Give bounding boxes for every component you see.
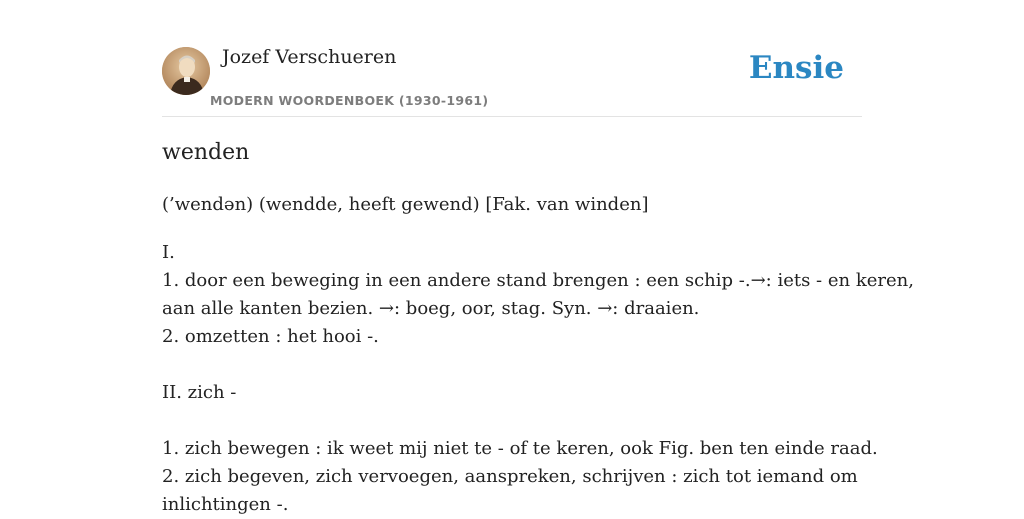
- author-avatar[interactable]: [162, 47, 210, 95]
- definition-line: I.: [162, 242, 175, 263]
- definition-line: 2. zich begeven, zich vervoegen, aanspreken, schrijven : zich tot iemand om: [162, 466, 858, 487]
- ensie-logo[interactable]: Ensie: [748, 50, 844, 86]
- definition-line: inlichtingen -.: [162, 494, 289, 515]
- definition-line: aan alle kanten bezien. →: boeg, oor, stag. Syn. →: draaien.: [162, 298, 700, 319]
- definition-line: [162, 407, 867, 435]
- author-name[interactable]: Jozef Verschueren: [222, 46, 397, 68]
- pronunciation: (’wendən) (wendde, heeft gewend) [Fak. van winden]: [162, 194, 649, 215]
- definition-line: [162, 351, 867, 379]
- definition-line: 2. omzetten : het hooi -.: [162, 326, 379, 347]
- definition-line: II. zich -: [162, 382, 237, 403]
- entry-header: [162, 0, 862, 117]
- definition-body: [162, 239, 914, 519]
- headword: wenden: [162, 140, 250, 165]
- author-portrait-icon: [162, 47, 210, 95]
- definition-line: 1. door een beweging in een andere stand brengen : een schip -.→: iets - en keren,: [162, 270, 914, 291]
- entry-card: [162, 0, 914, 515]
- definition-line: 1. zich bewegen : ik weet mij niet te - of te keren, ook Fig. ben ten einde raad.: [162, 438, 878, 459]
- source-label[interactable]: MODERN WOORDENBOEK (1930-1961): [210, 93, 489, 108]
